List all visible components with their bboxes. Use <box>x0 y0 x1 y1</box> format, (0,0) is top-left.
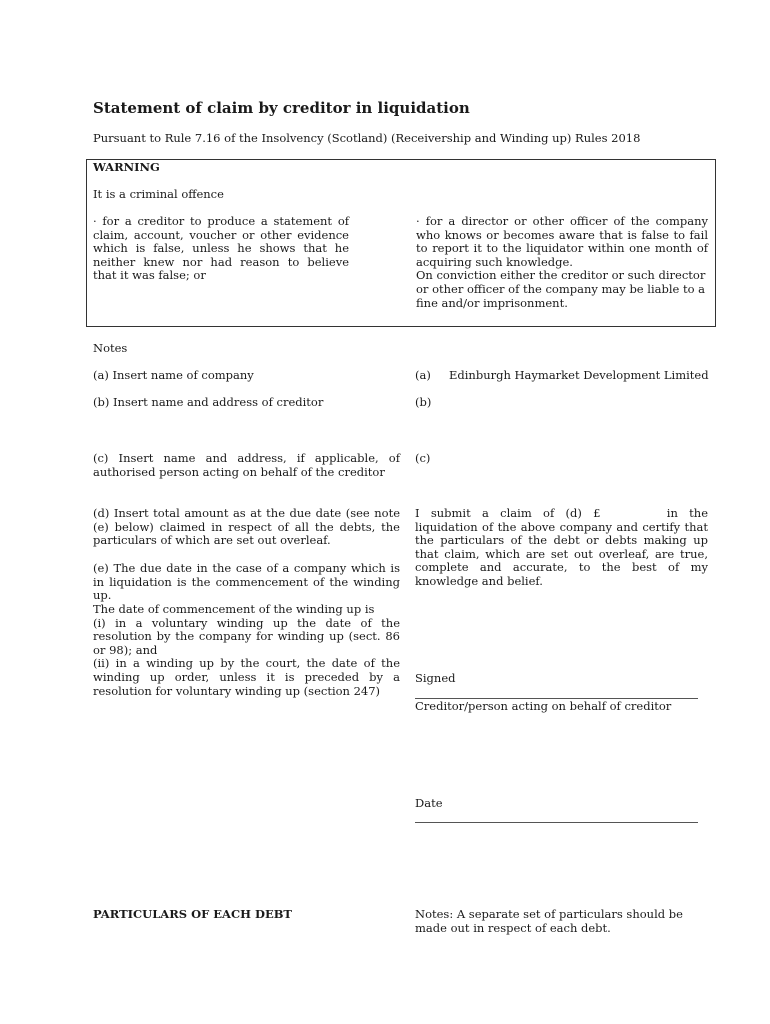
warning-intro: It is a criminal offence <box>93 187 224 201</box>
signed-label: Signed <box>415 671 456 685</box>
warning-left-text: · for a creditor to produce a statement of claim, account, voucher or other evidence which is false, unless he shows that he neither knew nor had reason to believe that it was false; or <box>93 214 349 283</box>
warning-right-paragraph-2: On conviction either the creditor or such director or other officer of the company may be liable to a fine and/or imprisonment. <box>416 268 706 310</box>
warning-right-paragraph-1: · for a director or other officer of the company who knows or becomes aware that is false to fail to report it to the liquidator within one month of acquiring such knowledge. <box>416 214 708 269</box>
note-d-label: (d) Insert total amount as at the due date (see note (e) below) claimed in respect of all the debts, the particulars of which are set out overleaf. <box>93 506 400 548</box>
date-label: Date <box>415 796 443 810</box>
notes-heading: Notes <box>93 341 128 355</box>
company-name: Edinburgh Haymarket Development Limited <box>449 368 709 382</box>
claim-statement <box>415 507 708 589</box>
particulars-heading: PARTICULARS OF EACH DEBT <box>93 907 292 921</box>
note-a-label: (a) Insert name of company <box>93 368 254 382</box>
note-e-label: (e) The due date in the case of a company which is in liquidation is the commencement of the winding up. <box>93 561 400 603</box>
warning-right-text <box>416 215 708 310</box>
date-line <box>415 822 698 823</box>
note-c-label: (c) Insert name and address, if applicable, of authorised person acting on behalf of the creditor <box>93 451 400 479</box>
warning-heading: WARNING <box>93 160 160 174</box>
note-b-label: (b) Insert name and address of creditor <box>93 395 324 409</box>
note-c-marker: (c) <box>415 451 431 465</box>
signature-caption: Creditor/person acting on behalf of creditor <box>415 699 672 713</box>
claim-text-start: I submit a claim of (d) £ <box>415 506 601 520</box>
claim-text-rest: in the liquidation of the above company and certify that the particulars of the debt or debts making up that claim, which are set out overleaf, are true, complete and accurate, to the best of my knowledge and belief. <box>415 506 708 588</box>
page-title: Statement of claim by creditor in liquidation <box>93 99 470 117</box>
page-subtitle: Pursuant to Rule 7.16 of the Insolvency (Scotland) (Receivership and Winding up) Rules 2018 <box>93 131 641 145</box>
commencement-note: The date of commencement of the winding up is (i) in a voluntary winding up the date of the resolution by the company for winding up (sect. 86 or 98); and (ii) in a winding up by the court, the date of the winding up order, unless it is preceded by a resolution for voluntary winding up (section 247) <box>93 602 400 698</box>
note-a-marker: (a) <box>415 368 431 382</box>
particulars-note: Notes: A separate set of particulars should be made out in respect of each debt. <box>415 907 683 935</box>
note-b-marker: (b) <box>415 395 432 409</box>
